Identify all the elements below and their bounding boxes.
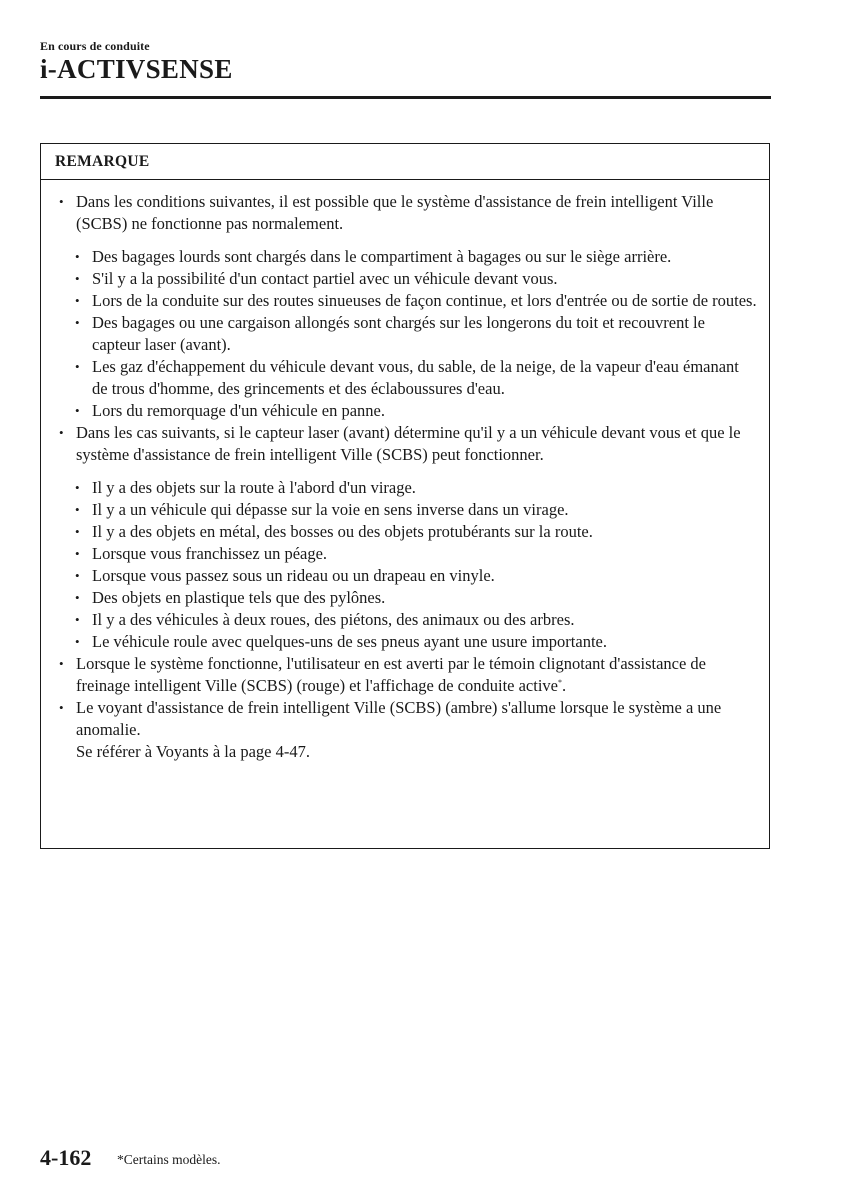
note-heading: REMARQUE — [41, 144, 769, 180]
note-subitem: • Des bagages ou une cargaison allongés sont chargés sur les longerons du toit et recouvrent le capteur laser (avant). — [41, 312, 769, 356]
note-subitem: • Lorsque vous passez sous un rideau ou un drapeau en vinyle. — [41, 565, 769, 587]
note-subitem: • Des objets en plastique tels que des pylônes. — [41, 587, 769, 609]
footnote-marker: * — [558, 678, 562, 687]
note-item — [41, 653, 769, 697]
note-item-end: . — [562, 676, 567, 695]
note-item: • Dans les conditions suivantes, il est possible que le système d'assistance de frein intelligent Ville (SCBS) ne fonctionne pas normalement. — [41, 191, 769, 235]
note-subitem: • Les gaz d'échappement du véhicule devant vous, du sable, de la neige, de la vapeur d'eau émanant de trous d'homme, des grincements et des éclaboussures d'eau. — [41, 356, 769, 400]
note-subitem: • Il y a des véhicules à deux roues, des piétons, des animaux ou des arbres. — [41, 609, 769, 631]
note-item-text: Lorsque le système fonctionne, l'utilisateur en est averti par le témoin clignotant d'assistance de freinage intelligent Ville (SCBS) (rouge) et l'affichage de conduite active — [76, 654, 707, 695]
note-box — [40, 143, 770, 849]
note-subitem: • Lors du remorquage d'un véhicule en panne. — [41, 400, 769, 422]
note-body — [41, 180, 769, 763]
page-number: 4-162 — [40, 1145, 92, 1170]
note-subitem: • Il y a des objets sur la route à l'abord d'un virage. — [41, 477, 769, 499]
note-item: • Dans les cas suivants, si le capteur laser (avant) détermine qu'il y a un véhicule devant vous et que le système d'assistance de frein intelligent Ville (SCBS) peut fonctionner. — [41, 422, 769, 466]
note-item: • Le voyant d'assistance de frein intelligent Ville (SCBS) (ambre) s'allume lorsque le système a une anomalie. — [41, 697, 769, 741]
chapter-title: i-ACTIVSENSE — [40, 54, 233, 84]
note-subitem: • Il y a des objets en métal, des bosses ou des objets protubérants sur la route. — [41, 521, 769, 543]
note-subitem: • Des bagages lourds sont chargés dans le compartiment à bagages ou sur le siège arrière. — [41, 246, 769, 268]
page-reference: Se référer à Voyants à la page 4-47. — [76, 742, 310, 761]
note-subitem: • Lorsque vous franchissez un péage. — [41, 543, 769, 565]
section-label: En cours de conduite — [40, 39, 150, 53]
note-subitem: • Le véhicule roule avec quelques-uns de ses pneus ayant une usure importante. — [41, 631, 769, 653]
title-rule — [40, 96, 771, 99]
footnote: *Certains modèles. — [117, 1152, 221, 1167]
note-subitem: • Lors de la conduite sur des routes sinueuses de façon continue, et lors d'entrée ou de sortie de routes. — [41, 290, 769, 312]
note-subitem: • Il y a un véhicule qui dépasse sur la voie en sens inverse dans un virage. — [41, 499, 769, 521]
note-subitem: • S'il y a la possibilité d'un contact partiel avec un véhicule devant vous. — [41, 268, 769, 290]
